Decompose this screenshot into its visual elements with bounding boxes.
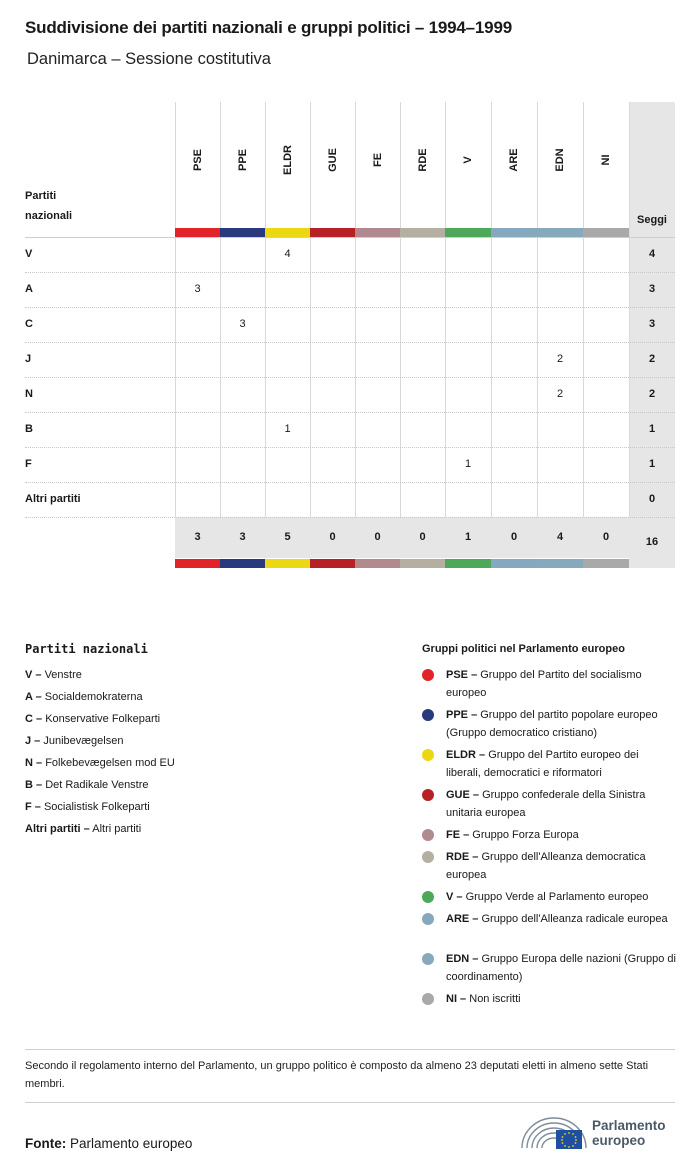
table-cell: 2 <box>556 353 564 365</box>
party-row-label: Altri partiti <box>25 493 81 505</box>
group-color-bar-top <box>175 228 220 237</box>
party-column-header <box>25 186 72 226</box>
party-row-label: N <box>25 388 33 400</box>
legend-group-name: Gruppo dell'Alleanza radicale europea <box>481 913 668 925</box>
group-header-edn <box>537 102 583 222</box>
row-seat-total: 1 <box>648 423 656 435</box>
group-color-bar-top <box>355 228 400 237</box>
legend-party-code: N – <box>25 757 43 769</box>
group-header-label: ARE <box>508 148 520 172</box>
group-total: 3 <box>239 531 246 543</box>
group-header-label: NI <box>600 154 612 166</box>
legend-party-item <box>25 757 175 769</box>
group-color-bar-bottom <box>491 559 537 568</box>
legend-party-name: Socialdemokraterna <box>44 691 143 703</box>
group-color-bar-top <box>310 228 355 237</box>
row-divider <box>25 342 675 343</box>
legend-group-name: Gruppo del partito popolare europeo (Gruppo democratico cristiano) <box>446 709 658 739</box>
legend-group-item <box>446 746 676 782</box>
legend-group-item <box>446 888 676 906</box>
parliament-logo <box>519 1110 679 1155</box>
group-color-bar-top <box>583 228 629 237</box>
legend-group-color-dot <box>422 749 434 761</box>
legend-party-name: Konservative Folkeparti <box>45 713 161 725</box>
legend-group-name: Gruppo Europa delle nazioni (Gruppo di coordinamento) <box>446 953 676 983</box>
group-header-ppe <box>220 102 265 222</box>
legend-group-name: Gruppo confederale della Sinistra unitaria europea <box>446 789 646 819</box>
group-header-gue <box>310 102 355 222</box>
legend-group-color-dot <box>422 829 434 841</box>
group-header-ni <box>583 102 629 222</box>
legend-group-item <box>446 666 676 702</box>
separator-bottom <box>25 1102 675 1103</box>
hemicycle-icon <box>519 1112 589 1152</box>
legend-group-name: Non iscritti <box>469 993 521 1005</box>
table-cell: 2 <box>556 388 564 400</box>
group-header-label: EDN <box>554 148 566 172</box>
legend-party-code: C – <box>25 713 43 725</box>
row-seat-total: 1 <box>648 458 656 470</box>
legend-group-color-dot <box>422 789 434 801</box>
party-column-header-line2: nazionali <box>25 210 73 222</box>
legend-party-code: J – <box>25 735 41 747</box>
legend-group-code: V – <box>446 891 463 903</box>
group-color-bar-top <box>491 228 537 237</box>
row-divider <box>25 517 675 518</box>
group-color-bar-top <box>445 228 491 237</box>
legend-group-code: NI – <box>446 993 467 1005</box>
group-header-label: RDE <box>416 148 429 172</box>
grand-total: 16 <box>645 536 659 548</box>
row-divider <box>25 272 675 273</box>
legend-group-item <box>446 786 676 822</box>
row-seat-total: 2 <box>648 388 656 400</box>
legend-parties-title: Partiti nazionali <box>25 642 148 656</box>
group-header-label: GUE <box>326 148 339 172</box>
legend-party-code: A – <box>25 691 42 703</box>
legend-group-name: Gruppo Forza Europa <box>472 829 579 841</box>
page-title: Suddivisione dei partiti nazionali e gruppi politici – 1994–1999 <box>25 18 512 37</box>
group-color-bar-bottom <box>355 559 400 568</box>
group-color-bar-bottom <box>445 559 491 568</box>
legend-group-code: EDN – <box>446 953 479 965</box>
row-divider <box>25 447 675 448</box>
group-color-bar-top <box>400 228 445 237</box>
legend-group-code: FE – <box>446 829 470 841</box>
group-color-bar-bottom <box>310 559 355 568</box>
party-row-label: A <box>25 283 33 295</box>
legend-group-name: Gruppo Verde al Parlamento europeo <box>465 891 649 903</box>
legend-party-item <box>25 691 143 703</box>
legend-party-item <box>25 779 149 791</box>
table-cell: 1 <box>464 458 472 470</box>
legend-group-item <box>446 848 676 884</box>
row-seat-total: 3 <box>648 283 656 295</box>
legend-group-name: Gruppo dell'Alleanza democratica europea <box>446 851 646 881</box>
row-seat-total: 4 <box>648 248 656 260</box>
group-total: 0 <box>329 531 336 543</box>
group-header-rde <box>400 102 445 222</box>
logo-line2: europeo <box>592 1133 646 1148</box>
legend-group-item <box>446 706 676 742</box>
group-total: 0 <box>419 531 426 543</box>
row-divider <box>25 412 675 413</box>
logo-line1: Parlamento <box>592 1118 666 1133</box>
group-color-bar-bottom <box>537 559 583 568</box>
group-color-bar-bottom <box>583 559 629 568</box>
table-cell: 3 <box>194 283 201 295</box>
party-column-header-line1: Partiti <box>25 190 57 202</box>
legend-party-name: Socialistisk Folkeparti <box>43 801 150 813</box>
row-divider <box>25 307 675 308</box>
legend-party-name: Altri partiti <box>92 823 142 835</box>
header-divider <box>25 237 675 238</box>
group-total: 3 <box>194 531 201 543</box>
group-color-bar-top <box>265 228 310 237</box>
group-header-pse <box>175 102 220 222</box>
grid-line-vertical <box>629 102 630 517</box>
party-row-label: B <box>25 423 33 435</box>
legend-group-code: ARE – <box>446 913 479 925</box>
table-cell: 1 <box>284 423 291 435</box>
group-total: 0 <box>602 531 610 543</box>
page-subtitle: Danimarca – Sessione costitutiva <box>27 50 271 68</box>
legend-group-code: ELDR – <box>446 749 486 761</box>
source-label: Fonte: <box>25 1136 67 1151</box>
legend-party-item <box>25 823 141 835</box>
row-divider <box>25 377 675 378</box>
group-header-are <box>491 102 537 222</box>
legend-party-name: Junibevægelsen <box>43 735 124 747</box>
group-color-bar-top <box>537 228 583 237</box>
seats-column-header: Seggi <box>637 214 667 226</box>
legend-group-name: Gruppo del Partito del socialismo europeo <box>446 669 642 699</box>
table-cell: 3 <box>239 318 246 330</box>
separator-top <box>25 1049 675 1050</box>
group-color-bar-bottom <box>265 559 310 568</box>
group-header-label: FE <box>371 152 384 168</box>
group-total: 0 <box>374 531 381 543</box>
legend-group-item <box>446 826 676 844</box>
legend-party-item <box>25 669 82 681</box>
legend-group-name: Gruppo del Partito europeo dei liberali, democratici e riformatori <box>446 749 639 779</box>
legend-group-color-dot <box>422 709 434 721</box>
group-header-label: PSE <box>191 148 204 172</box>
legend-group-color-dot <box>422 851 434 863</box>
legend-group-item <box>446 950 676 986</box>
legend-group-item <box>446 910 676 928</box>
group-total: 1 <box>464 531 472 543</box>
legend-party-code: B – <box>25 779 43 791</box>
legend-party-item <box>25 801 150 813</box>
legend-group-color-dot <box>422 669 434 681</box>
group-color-bar-bottom <box>175 559 220 568</box>
legend-group-code: RDE – <box>446 851 479 863</box>
group-total: 5 <box>284 531 291 543</box>
legend-party-name: Det Radikale Venstre <box>45 779 149 791</box>
legend-party-name: Venstre <box>44 669 82 681</box>
row-seat-total: 3 <box>648 318 656 330</box>
footnote: Secondo il regolamento interno del Parlamento, un gruppo politico è composto da almeno 23 deputati eletti in almeno sette Stati membri. <box>25 1060 649 1090</box>
group-color-bar-bottom <box>400 559 445 568</box>
group-header-v <box>445 102 491 222</box>
row-seat-total: 2 <box>648 353 656 365</box>
legend-group-color-dot <box>422 891 434 903</box>
group-color-bar-bottom <box>220 559 265 568</box>
legend-group-item <box>446 990 676 1008</box>
legend-group-code: GUE – <box>446 789 480 801</box>
group-header-label: ELDR <box>281 145 294 175</box>
group-total: 4 <box>556 531 564 543</box>
legend-party-code: V – <box>25 669 42 681</box>
group-color-bar-top <box>220 228 265 237</box>
legend-party-item <box>25 713 160 725</box>
group-total: 0 <box>510 531 518 543</box>
group-header-label: V <box>462 156 474 164</box>
source <box>25 1136 192 1151</box>
party-row-label: C <box>25 318 33 330</box>
legend-group-code: PPE – <box>446 709 478 721</box>
group-header-eldr <box>265 102 310 222</box>
group-header-label: PPE <box>236 148 249 172</box>
row-divider <box>25 482 675 483</box>
legend-group-color-dot <box>422 913 434 925</box>
legend-party-name: Folkebevægelsen mod EU <box>45 757 175 769</box>
legend-group-color-dot <box>422 993 434 1005</box>
logo-text <box>592 1118 666 1148</box>
table-cell: 4 <box>284 248 291 260</box>
legend-party-code: Altri partiti – <box>25 823 90 835</box>
legend-group-code: PSE – <box>446 669 478 681</box>
party-row-label: V <box>25 248 33 260</box>
row-seat-total: 0 <box>648 493 656 505</box>
party-row-label: F <box>25 458 32 470</box>
legend-party-code: F – <box>25 801 41 813</box>
party-row-label: J <box>25 353 32 365</box>
legend-groups-title: Gruppi politici nel Parlamento europeo <box>422 643 625 655</box>
legend-group-color-dot <box>422 953 434 965</box>
source-value: Parlamento europeo <box>70 1136 193 1151</box>
legend-party-item <box>25 735 123 747</box>
group-header-fe <box>355 102 400 222</box>
